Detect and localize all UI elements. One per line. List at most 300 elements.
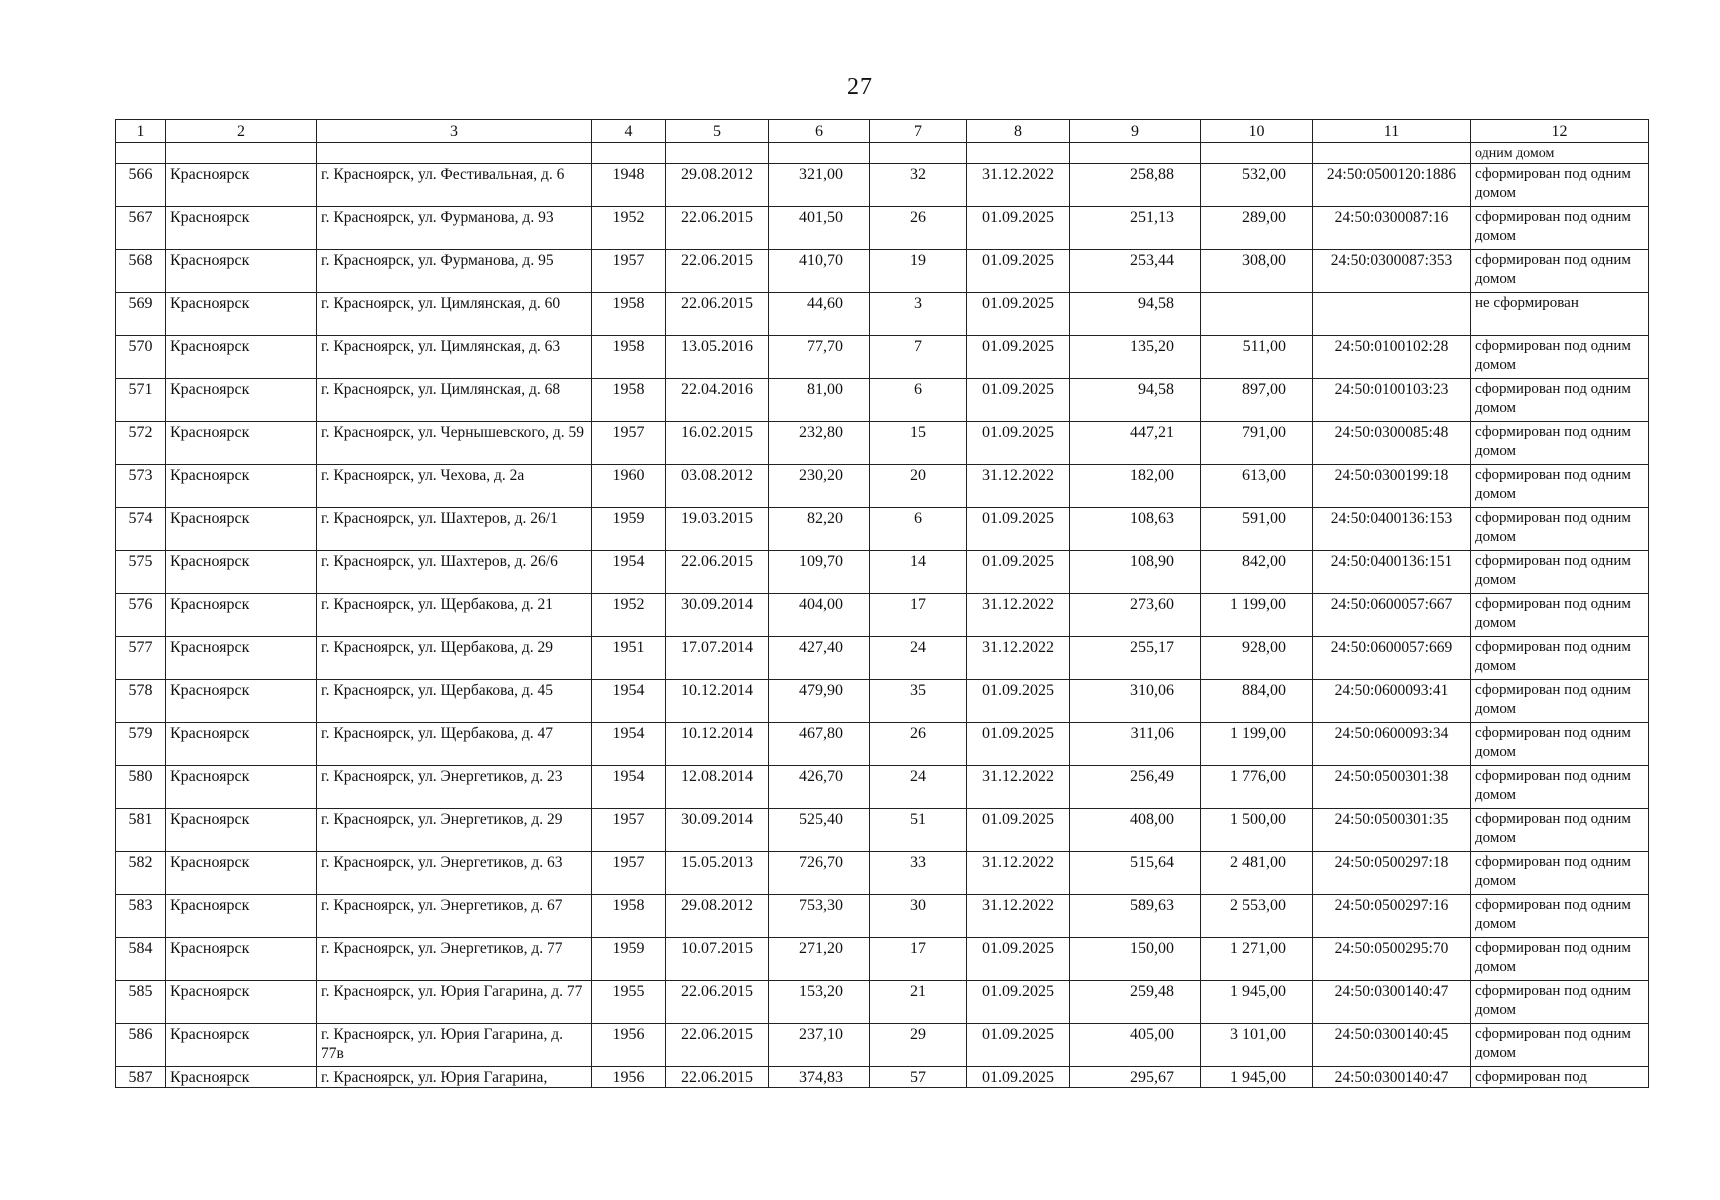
- date-cell: 10.12.2014: [666, 723, 769, 766]
- continuation-row: [116, 143, 1649, 164]
- column-header: 9: [1070, 120, 1201, 143]
- year-cell: 1959: [592, 508, 666, 551]
- deadline-cell: 01.09.2025: [967, 336, 1070, 379]
- land-area-cell: 884,00: [1201, 680, 1313, 723]
- area-cell: 753,30: [769, 895, 870, 938]
- units-cell: 24: [870, 637, 967, 680]
- address-cell: г. Красноярск, ул. Цимлянская, д. 68: [317, 379, 592, 422]
- area-cell: 525,40: [769, 809, 870, 852]
- deadline-cell: 01.09.2025: [967, 680, 1070, 723]
- status-cell: сформирован под одним домом: [1471, 379, 1649, 422]
- city-cell: Красноярск: [166, 508, 317, 551]
- year-cell: 1958: [592, 293, 666, 336]
- units-cell: 24: [870, 766, 967, 809]
- column-header: 5: [666, 120, 769, 143]
- value-cell: 310,06: [1070, 680, 1201, 723]
- land-area-cell: 1 199,00: [1201, 723, 1313, 766]
- city-cell: Красноярск: [166, 809, 317, 852]
- register-table: [115, 119, 1649, 1088]
- year-cell: 1957: [592, 250, 666, 293]
- value-cell: 94,58: [1070, 293, 1201, 336]
- row-number-cell: 584: [116, 938, 166, 981]
- cadastral-number-cell: 24:50:0400136:151: [1313, 551, 1471, 594]
- year-cell: 1952: [592, 207, 666, 250]
- date-cell: 17.07.2014: [666, 637, 769, 680]
- area-cell: 404,00: [769, 594, 870, 637]
- empty-cell: [769, 143, 870, 164]
- units-cell: 3: [870, 293, 967, 336]
- city-cell: Красноярск: [166, 465, 317, 508]
- units-cell: 30: [870, 895, 967, 938]
- status-cell: сформирован под одним домом: [1471, 336, 1649, 379]
- address-cell: г. Красноярск, ул. Энергетиков, д. 77: [317, 938, 592, 981]
- address-cell: г. Красноярск, ул. Энергетиков, д. 23: [317, 766, 592, 809]
- deadline-cell: 31.12.2022: [967, 766, 1070, 809]
- units-cell: 33: [870, 852, 967, 895]
- address-cell: г. Красноярск, ул. Щербакова, д. 29: [317, 637, 592, 680]
- date-cell: 12.08.2014: [666, 766, 769, 809]
- table-row: [116, 594, 1649, 637]
- date-cell: 29.08.2012: [666, 164, 769, 207]
- units-cell: 26: [870, 723, 967, 766]
- value-cell: 255,17: [1070, 637, 1201, 680]
- year-cell: 1954: [592, 723, 666, 766]
- status-cell: сформирован под одним домом: [1471, 551, 1649, 594]
- table-row: [116, 852, 1649, 895]
- status-cell: сформирован под одним домом: [1471, 1024, 1649, 1067]
- area-cell: 271,20: [769, 938, 870, 981]
- deadline-cell: 01.09.2025: [967, 1024, 1070, 1067]
- deadline-cell: 01.09.2025: [967, 508, 1070, 551]
- area-cell: 467,80: [769, 723, 870, 766]
- city-cell: Красноярск: [166, 422, 317, 465]
- row-number-cell: 581: [116, 809, 166, 852]
- empty-cell: [666, 143, 769, 164]
- date-cell: 22.06.2015: [666, 981, 769, 1024]
- land-area-cell: 511,00: [1201, 336, 1313, 379]
- row-number-cell: 577: [116, 637, 166, 680]
- area-cell: 153,20: [769, 981, 870, 1024]
- units-cell: 35: [870, 680, 967, 723]
- year-cell: 1954: [592, 680, 666, 723]
- status-cell: сформирован под одним домом: [1471, 207, 1649, 250]
- value-cell: 182,00: [1070, 465, 1201, 508]
- row-number-cell: 571: [116, 379, 166, 422]
- value-cell: 108,90: [1070, 551, 1201, 594]
- column-header: 10: [1201, 120, 1313, 143]
- status-cell: сформирован под одним домом: [1471, 422, 1649, 465]
- city-cell: Красноярск: [166, 766, 317, 809]
- table-row: [116, 207, 1649, 250]
- status-cell: сформирован под одним домом: [1471, 637, 1649, 680]
- area-cell: 237,10: [769, 1024, 870, 1067]
- cadastral-number-cell: 24:50:0300087:16: [1313, 207, 1471, 250]
- land-area-cell: 1 199,00: [1201, 594, 1313, 637]
- value-cell: 405,00: [1070, 1024, 1201, 1067]
- row-number-cell: 566: [116, 164, 166, 207]
- value-cell: 589,63: [1070, 895, 1201, 938]
- land-area-cell: 3 101,00: [1201, 1024, 1313, 1067]
- value-cell: 135,20: [1070, 336, 1201, 379]
- table-row: [116, 1024, 1649, 1067]
- status-cell: сформирован под одним домом: [1471, 508, 1649, 551]
- column-header: 11: [1313, 120, 1471, 143]
- status-cell: сформирован под одним домом: [1471, 852, 1649, 895]
- row-number-cell: 580: [116, 766, 166, 809]
- deadline-cell: 01.09.2025: [967, 938, 1070, 981]
- row-number-cell: 575: [116, 551, 166, 594]
- land-area-cell: 1 500,00: [1201, 809, 1313, 852]
- land-area-cell: 532,00: [1201, 164, 1313, 207]
- row-number-cell: 582: [116, 852, 166, 895]
- land-area-cell: 1 776,00: [1201, 766, 1313, 809]
- deadline-cell: 31.12.2022: [967, 637, 1070, 680]
- deadline-cell: 01.09.2025: [967, 809, 1070, 852]
- cadastral-number-cell: 24:50:0300140:47: [1313, 981, 1471, 1024]
- empty-cell: [116, 143, 166, 164]
- year-cell: 1958: [592, 895, 666, 938]
- status-cell: сформирован под одним домом: [1471, 938, 1649, 981]
- units-cell: 17: [870, 938, 967, 981]
- date-cell: 22.06.2015: [666, 1067, 769, 1088]
- table-row: [116, 551, 1649, 594]
- column-header: 6: [769, 120, 870, 143]
- value-cell: 273,60: [1070, 594, 1201, 637]
- address-cell: г. Красноярск, ул. Щербакова, д. 45: [317, 680, 592, 723]
- row-number-cell: 570: [116, 336, 166, 379]
- address-cell: г. Красноярск, ул. Шахтеров, д. 26/1: [317, 508, 592, 551]
- table-row: [116, 680, 1649, 723]
- area-cell: 401,50: [769, 207, 870, 250]
- date-cell: 10.07.2015: [666, 938, 769, 981]
- date-cell: 22.06.2015: [666, 293, 769, 336]
- row-number-cell: 572: [116, 422, 166, 465]
- city-cell: Красноярск: [166, 379, 317, 422]
- date-cell: 30.09.2014: [666, 809, 769, 852]
- status-cell: сформирован под одним домом: [1471, 680, 1649, 723]
- status-cell: сформирован под одним домом: [1471, 465, 1649, 508]
- deadline-cell: 01.09.2025: [967, 250, 1070, 293]
- year-cell: 1957: [592, 422, 666, 465]
- cadastral-number-cell: 24:50:0500297:18: [1313, 852, 1471, 895]
- row-number-cell: 576: [116, 594, 166, 637]
- units-cell: 20: [870, 465, 967, 508]
- date-cell: 29.08.2012: [666, 895, 769, 938]
- cadastral-number-cell: 24:50:0300140:45: [1313, 1024, 1471, 1067]
- empty-cell: [317, 143, 592, 164]
- year-cell: 1948: [592, 164, 666, 207]
- year-cell: 1954: [592, 551, 666, 594]
- column-header: 7: [870, 120, 967, 143]
- date-cell: 22.06.2015: [666, 551, 769, 594]
- address-cell: г. Красноярск, ул. Юрия Гагарина, д. 77: [317, 981, 592, 1024]
- status-cell: сформирован под одним домом: [1471, 250, 1649, 293]
- address-cell: г. Красноярск, ул. Чернышевского, д. 59: [317, 422, 592, 465]
- land-area-cell: 928,00: [1201, 637, 1313, 680]
- table-row: [116, 508, 1649, 551]
- units-cell: 6: [870, 508, 967, 551]
- land-area-cell: [1201, 293, 1313, 336]
- deadline-cell: 01.09.2025: [967, 293, 1070, 336]
- area-cell: 426,70: [769, 766, 870, 809]
- area-cell: 410,70: [769, 250, 870, 293]
- address-cell: г. Красноярск, ул. Щербакова, д. 47: [317, 723, 592, 766]
- address-cell: г. Красноярск, ул. Цимлянская, д. 60: [317, 293, 592, 336]
- value-cell: 515,64: [1070, 852, 1201, 895]
- deadline-cell: 01.09.2025: [967, 207, 1070, 250]
- address-cell: г. Красноярск, ул. Энергетиков, д. 29: [317, 809, 592, 852]
- column-header: 4: [592, 120, 666, 143]
- year-cell: 1956: [592, 1067, 666, 1088]
- units-cell: 19: [870, 250, 967, 293]
- row-number-cell: 579: [116, 723, 166, 766]
- cadastral-number-cell: 24:50:0600057:667: [1313, 594, 1471, 637]
- page-number: 27: [847, 74, 873, 100]
- row-number-cell: 567: [116, 207, 166, 250]
- row-number-cell: 583: [116, 895, 166, 938]
- deadline-cell: 01.09.2025: [967, 422, 1070, 465]
- city-cell: Красноярск: [166, 250, 317, 293]
- land-area-cell: 2 481,00: [1201, 852, 1313, 895]
- area-cell: 109,70: [769, 551, 870, 594]
- city-cell: Красноярск: [166, 938, 317, 981]
- date-cell: 03.08.2012: [666, 465, 769, 508]
- deadline-cell: 01.09.2025: [967, 981, 1070, 1024]
- empty-cell: [1313, 143, 1471, 164]
- status-cell: сформирован под одним домом: [1471, 594, 1649, 637]
- land-area-cell: 2 553,00: [1201, 895, 1313, 938]
- city-cell: Красноярск: [166, 594, 317, 637]
- area-cell: 77,70: [769, 336, 870, 379]
- status-cell: не сформирован: [1471, 293, 1649, 336]
- date-cell: 22.06.2015: [666, 207, 769, 250]
- city-cell: Красноярск: [166, 895, 317, 938]
- column-number-row: [116, 120, 1649, 143]
- city-cell: Красноярск: [166, 680, 317, 723]
- area-cell: 81,00: [769, 379, 870, 422]
- address-cell: г. Красноярск, ул. Щербакова, д. 21: [317, 594, 592, 637]
- date-cell: 22.04.2016: [666, 379, 769, 422]
- row-number-cell: 587: [116, 1067, 166, 1088]
- address-cell: г. Красноярск, ул. Юрия Гагарина,: [317, 1067, 592, 1088]
- land-area-cell: 308,00: [1201, 250, 1313, 293]
- city-cell: Красноярск: [166, 723, 317, 766]
- city-cell: Красноярск: [166, 164, 317, 207]
- date-cell: 16.02.2015: [666, 422, 769, 465]
- cadastral-number-cell: 24:50:0500120:1886: [1313, 164, 1471, 207]
- year-cell: 1951: [592, 637, 666, 680]
- column-header: 3: [317, 120, 592, 143]
- land-area-cell: 791,00: [1201, 422, 1313, 465]
- status-cell: сформирован под одним домом: [1471, 895, 1649, 938]
- row-number-cell: 585: [116, 981, 166, 1024]
- empty-cell: [592, 143, 666, 164]
- cadastral-number-cell: 24:50:0500295:70: [1313, 938, 1471, 981]
- value-cell: 258,88: [1070, 164, 1201, 207]
- status-cell: одним домом: [1471, 143, 1649, 164]
- year-cell: 1956: [592, 1024, 666, 1067]
- row-number-cell: 578: [116, 680, 166, 723]
- empty-cell: [1070, 143, 1201, 164]
- units-cell: 17: [870, 594, 967, 637]
- table-row: [116, 809, 1649, 852]
- status-cell: сформирован под одним домом: [1471, 981, 1649, 1024]
- land-area-cell: 1 945,00: [1201, 1067, 1313, 1088]
- date-cell: 13.05.2016: [666, 336, 769, 379]
- table-row: [116, 1067, 1649, 1088]
- column-header: 8: [967, 120, 1070, 143]
- units-cell: 26: [870, 207, 967, 250]
- city-cell: Красноярск: [166, 207, 317, 250]
- year-cell: 1957: [592, 809, 666, 852]
- deadline-cell: 01.09.2025: [967, 379, 1070, 422]
- deadline-cell: 31.12.2022: [967, 465, 1070, 508]
- city-cell: Красноярск: [166, 551, 317, 594]
- year-cell: 1959: [592, 938, 666, 981]
- table-row: [116, 723, 1649, 766]
- year-cell: 1957: [592, 852, 666, 895]
- deadline-cell: 31.12.2022: [967, 164, 1070, 207]
- area-cell: 427,40: [769, 637, 870, 680]
- address-cell: г. Красноярск, ул. Энергетиков, д. 63: [317, 852, 592, 895]
- area-cell: 232,80: [769, 422, 870, 465]
- address-cell: г. Красноярск, ул. Чехова, д. 2а: [317, 465, 592, 508]
- value-cell: 108,63: [1070, 508, 1201, 551]
- table-row: [116, 336, 1649, 379]
- empty-cell: [870, 143, 967, 164]
- status-cell: сформирован под одним домом: [1471, 723, 1649, 766]
- status-cell: сформирован под одним домом: [1471, 164, 1649, 207]
- cadastral-number-cell: 24:50:0500301:35: [1313, 809, 1471, 852]
- deadline-cell: 31.12.2022: [967, 594, 1070, 637]
- units-cell: 15: [870, 422, 967, 465]
- units-cell: 29: [870, 1024, 967, 1067]
- year-cell: 1955: [592, 981, 666, 1024]
- deadline-cell: 31.12.2022: [967, 852, 1070, 895]
- year-cell: 1960: [592, 465, 666, 508]
- date-cell: 19.03.2015: [666, 508, 769, 551]
- cadastral-number-cell: 24:50:0300140:47: [1313, 1067, 1471, 1088]
- table-row: [116, 895, 1649, 938]
- year-cell: 1958: [592, 379, 666, 422]
- units-cell: 21: [870, 981, 967, 1024]
- cadastral-number-cell: 24:50:0600057:669: [1313, 637, 1471, 680]
- land-area-cell: 1 945,00: [1201, 981, 1313, 1024]
- date-cell: 22.06.2015: [666, 250, 769, 293]
- empty-cell: [967, 143, 1070, 164]
- row-number-cell: 573: [116, 465, 166, 508]
- row-number-cell: 586: [116, 1024, 166, 1067]
- value-cell: 150,00: [1070, 938, 1201, 981]
- land-area-cell: 591,00: [1201, 508, 1313, 551]
- land-area-cell: 289,00: [1201, 207, 1313, 250]
- area-cell: 44,60: [769, 293, 870, 336]
- column-header: 1: [116, 120, 166, 143]
- address-cell: г. Красноярск, ул. Энергетиков, д. 67: [317, 895, 592, 938]
- area-cell: 374,83: [769, 1067, 870, 1088]
- city-cell: Красноярск: [166, 336, 317, 379]
- cadastral-number-cell: 24:50:0400136:153: [1313, 508, 1471, 551]
- table-row: [116, 465, 1649, 508]
- row-number-cell: 568: [116, 250, 166, 293]
- address-cell: г. Красноярск, ул. Цимлянская, д. 63: [317, 336, 592, 379]
- land-area-cell: 1 271,00: [1201, 938, 1313, 981]
- status-cell: сформирован под одним домом: [1471, 809, 1649, 852]
- year-cell: 1954: [592, 766, 666, 809]
- cadastral-number-cell: 24:50:0100102:28: [1313, 336, 1471, 379]
- area-cell: 479,90: [769, 680, 870, 723]
- area-cell: 82,20: [769, 508, 870, 551]
- deadline-cell: 01.09.2025: [967, 723, 1070, 766]
- value-cell: 259,48: [1070, 981, 1201, 1024]
- table-row: [116, 938, 1649, 981]
- cadastral-number-cell: 24:50:0500297:16: [1313, 895, 1471, 938]
- city-cell: Красноярск: [166, 637, 317, 680]
- table-row: [116, 164, 1649, 207]
- value-cell: 311,06: [1070, 723, 1201, 766]
- units-cell: 57: [870, 1067, 967, 1088]
- city-cell: Красноярск: [166, 981, 317, 1024]
- status-cell: сформирован под: [1471, 1067, 1649, 1088]
- city-cell: Красноярск: [166, 1024, 317, 1067]
- deadline-cell: 01.09.2025: [967, 1067, 1070, 1088]
- area-cell: 726,70: [769, 852, 870, 895]
- cadastral-number-cell: 24:50:0100103:23: [1313, 379, 1471, 422]
- units-cell: 51: [870, 809, 967, 852]
- cadastral-number-cell: 24:50:0500301:38: [1313, 766, 1471, 809]
- year-cell: 1952: [592, 594, 666, 637]
- register-table-wrapper: [115, 119, 1649, 1088]
- column-header: 12: [1471, 120, 1649, 143]
- address-cell: г. Красноярск, ул. Юрия Гагарина, д. 77в: [317, 1024, 592, 1067]
- address-cell: г. Красноярск, ул. Фестивальная, д. 6: [317, 164, 592, 207]
- cadastral-number-cell: 24:50:0600093:41: [1313, 680, 1471, 723]
- empty-cell: [1201, 143, 1313, 164]
- units-cell: 6: [870, 379, 967, 422]
- area-cell: 321,00: [769, 164, 870, 207]
- table-row: [116, 637, 1649, 680]
- status-cell: сформирован под одним домом: [1471, 766, 1649, 809]
- row-number-cell: 569: [116, 293, 166, 336]
- land-area-cell: 613,00: [1201, 465, 1313, 508]
- value-cell: 94,58: [1070, 379, 1201, 422]
- cadastral-number-cell: 24:50:0300199:18: [1313, 465, 1471, 508]
- date-cell: 10.12.2014: [666, 680, 769, 723]
- row-number-cell: 574: [116, 508, 166, 551]
- address-cell: г. Красноярск, ул. Фурманова, д. 93: [317, 207, 592, 250]
- city-cell: Красноярск: [166, 293, 317, 336]
- column-header: 2: [166, 120, 317, 143]
- deadline-cell: 01.09.2025: [967, 551, 1070, 594]
- address-cell: г. Красноярск, ул. Фурманова, д. 95: [317, 250, 592, 293]
- value-cell: 447,21: [1070, 422, 1201, 465]
- land-area-cell: 842,00: [1201, 551, 1313, 594]
- units-cell: 14: [870, 551, 967, 594]
- table-row: [116, 422, 1649, 465]
- table-row: [116, 766, 1649, 809]
- city-cell: Красноярск: [166, 1067, 317, 1088]
- table-row: [116, 981, 1649, 1024]
- table-row: [116, 250, 1649, 293]
- value-cell: 253,44: [1070, 250, 1201, 293]
- table-row: [116, 379, 1649, 422]
- value-cell: 408,00: [1070, 809, 1201, 852]
- cadastral-number-cell: 24:50:0600093:34: [1313, 723, 1471, 766]
- table-row: [116, 293, 1649, 336]
- land-area-cell: 897,00: [1201, 379, 1313, 422]
- value-cell: 251,13: [1070, 207, 1201, 250]
- year-cell: 1958: [592, 336, 666, 379]
